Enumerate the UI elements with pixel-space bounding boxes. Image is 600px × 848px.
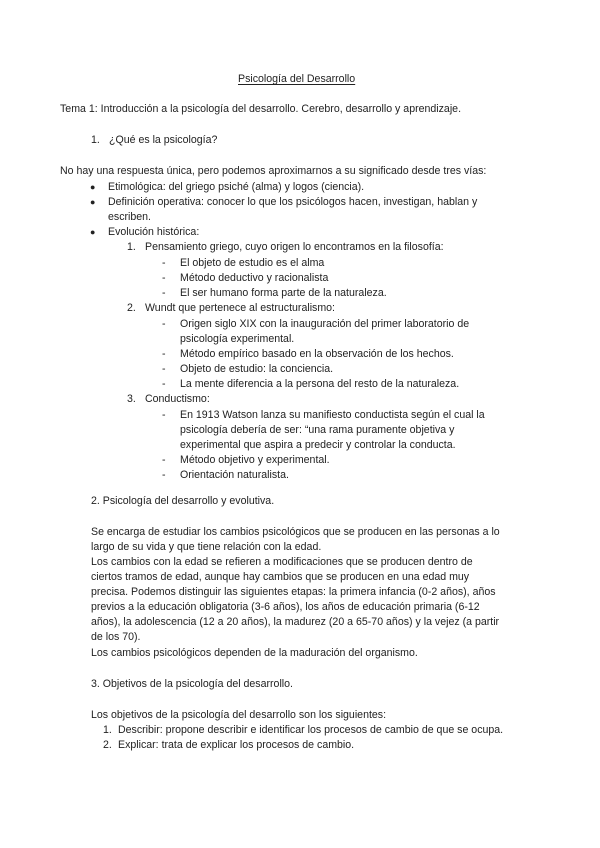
dash-marker: -	[162, 378, 166, 390]
paragraph-line: años), la adolescencia (12 a 20 años), la madurez (20 a 65-70 años) y la vejez (a partir	[91, 616, 500, 628]
dash-marker: -	[162, 272, 166, 284]
intro-paragraph: No hay una respuesta única, pero podemos aproximarnos a su significado desde tres vías:	[60, 165, 487, 177]
list-item-cont: psicología debería de ser: “una rama puramente objetiva y	[180, 424, 455, 436]
objective-describir: Describir: propone describir e identificar los procesos de cambio de que se ocupa.	[118, 724, 504, 736]
paragraph-line: ciertos tramos de edad, aunque hay cambios que se producen en una edad muy	[91, 571, 470, 583]
dash-marker: -	[162, 454, 166, 466]
paragraph-line: largo de su vida y que tiene relación con la edad.	[91, 541, 322, 553]
list-item: El ser humano forma parte de la naturaleza.	[180, 287, 387, 299]
dash-marker: -	[162, 257, 166, 269]
bullet-evolucion: Evolución histórica:	[108, 226, 200, 238]
bullet-icon: ●	[90, 182, 96, 192]
paragraph-line: de los 70).	[91, 631, 141, 643]
document-title: Psicología del Desarrollo	[238, 73, 356, 85]
dash-marker: -	[162, 409, 166, 421]
list-item: Orientación naturalista.	[180, 469, 289, 481]
list-item-cont: psicología experimental.	[180, 333, 295, 345]
sub-number: 2.	[127, 302, 136, 314]
question-number: 1.	[91, 134, 100, 146]
list-item-cont: experimental que aspira a predecir y controlar la conducta.	[180, 439, 456, 451]
dash-marker: -	[162, 363, 166, 375]
list-item: Método objetivo y experimental.	[180, 454, 330, 466]
list-item: La mente diferencia a la persona del resto de la naturaleza.	[180, 378, 460, 390]
paragraph-line: Los cambios psicológicos dependen de la maduración del organismo.	[91, 647, 418, 659]
topic-heading: Tema 1: Introducción a la psicología del desarrollo. Cerebro, desarrollo y aprendizaje.	[60, 103, 462, 115]
bullet-operativa: Definición operativa: conocer lo que los psicólogos hacen, investigan, hablan y	[108, 196, 478, 208]
bullet-icon: ●	[90, 227, 96, 237]
objective-number: 2.	[103, 739, 112, 751]
bullet-operativa-cont: escriben.	[108, 211, 151, 223]
sub-heading-griego: Pensamiento griego, cuyo origen lo encontramos en la filosofía:	[145, 241, 444, 253]
paragraph-line: Se encarga de estudiar los cambios psicológicos que se producen en las personas a lo	[91, 526, 500, 538]
list-item: El objeto de estudio es el alma	[180, 257, 325, 269]
bullet-etimologica: Etimológica: del griego psiché (alma) y logos (ciencia).	[108, 181, 365, 193]
sub-number: 3.	[127, 393, 136, 405]
dash-marker: -	[162, 469, 166, 481]
sub-number: 1.	[127, 241, 136, 253]
paragraph-line: previos a la educación obligatoria (3-6 años), los años de educación primaria (6-12	[91, 601, 480, 613]
sub-heading-wundt: Wundt que pertenece al estructuralismo:	[145, 302, 336, 314]
sub-heading-conductismo: Conductismo:	[145, 393, 210, 405]
question-heading: ¿Qué es la psicología?	[109, 134, 218, 146]
list-item: Objeto de estudio: la conciencia.	[180, 363, 334, 375]
list-item: Origen siglo XIX con la inauguración del primer laboratorio de	[180, 318, 470, 330]
paragraph-line: precisa. Podemos distinguir las siguientes etapas: la primera infancia (0-2 años), años	[91, 586, 496, 598]
list-item: Método empírico basado en la observación de los hechos.	[180, 348, 454, 360]
section-3-heading: 3. Objetivos de la psicología del desarrollo.	[91, 678, 293, 690]
dash-marker: -	[162, 348, 166, 360]
objective-number: 1.	[103, 724, 112, 736]
dash-marker: -	[162, 287, 166, 299]
dash-marker: -	[162, 318, 166, 330]
objective-explicar: Explicar: trata de explicar los procesos de cambio.	[118, 739, 355, 751]
bullet-icon: ●	[90, 197, 96, 207]
paragraph-line: Los cambios con la edad se refieren a modificaciones que se producen dentro de	[91, 556, 473, 568]
section-3-intro: Los objetivos de la psicología del desarrollo son los siguientes:	[91, 709, 387, 721]
list-item: En 1913 Watson lanza su manifiesto conductista según el cual la	[180, 409, 485, 421]
list-item: Método deductivo y racionalista	[180, 272, 329, 284]
section-2-heading: 2. Psicología del desarrollo y evolutiva.	[91, 495, 275, 507]
